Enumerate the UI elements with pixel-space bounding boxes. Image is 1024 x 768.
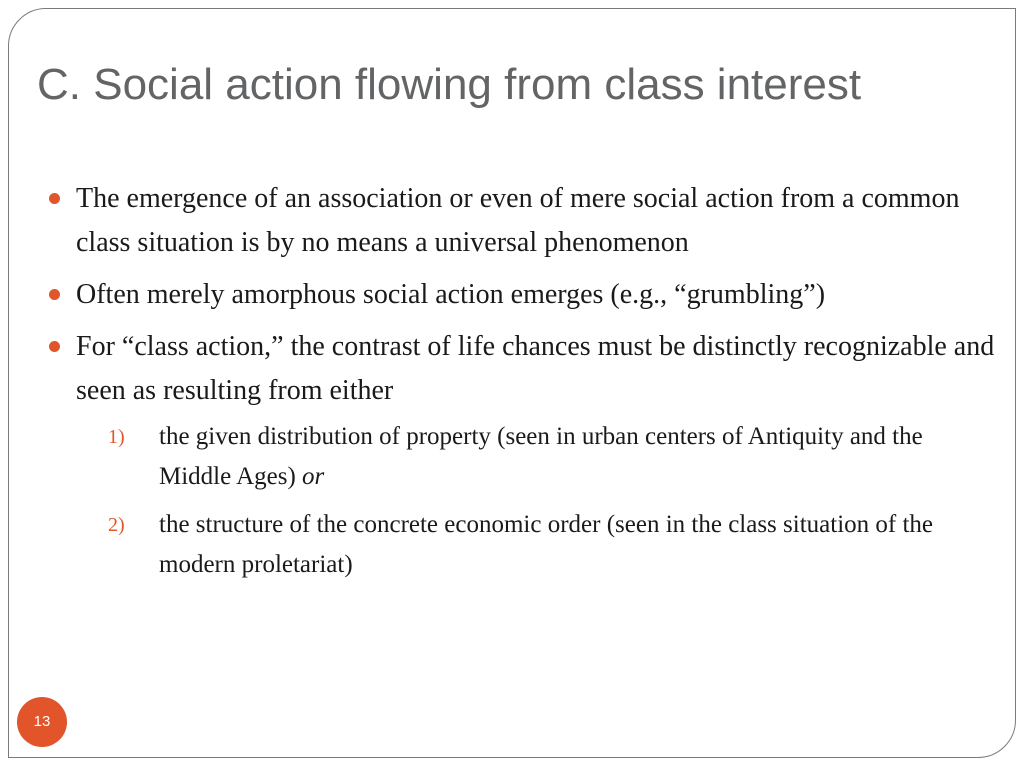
bullet-list [49, 177, 999, 585]
bullet-dot-icon [49, 289, 60, 300]
slide-title: C. Social action flowing from class interest [37, 60, 862, 109]
subitem-text: the given distribution of property (seen in urban centers of Antiquity and the Middle Ages) [159, 423, 923, 490]
slide-content [49, 177, 999, 593]
bullet-dot-icon [49, 341, 60, 352]
bullet-text: For “class action,” the contrast of life chances must be distinctly recognizable and seen as resulting from either [76, 331, 995, 406]
subitem-text: the structure of the concrete economic order (seen in the class situation of the modern proletariat) [159, 511, 934, 578]
numbered-subitem [76, 505, 999, 585]
bullet-dot-icon [49, 193, 60, 204]
slide-frame [8, 8, 1016, 758]
subitem-emphasis: or [302, 463, 325, 490]
subitem-number: 1) [108, 426, 125, 448]
bullet-text: Often merely amorphous social action emerges (e.g., “grumbling”) [76, 279, 826, 310]
bullet-item [49, 325, 999, 585]
subitem-number: 2) [108, 514, 125, 536]
numbered-sublist [76, 417, 999, 585]
bullet-item [49, 177, 999, 265]
bullet-item [49, 273, 999, 317]
numbered-subitem [76, 417, 999, 497]
page-number-badge: 13 [17, 697, 67, 747]
bullet-text: The emergence of an association or even of mere social action from a common class situation is by no means a universal phenomenon [76, 183, 960, 258]
